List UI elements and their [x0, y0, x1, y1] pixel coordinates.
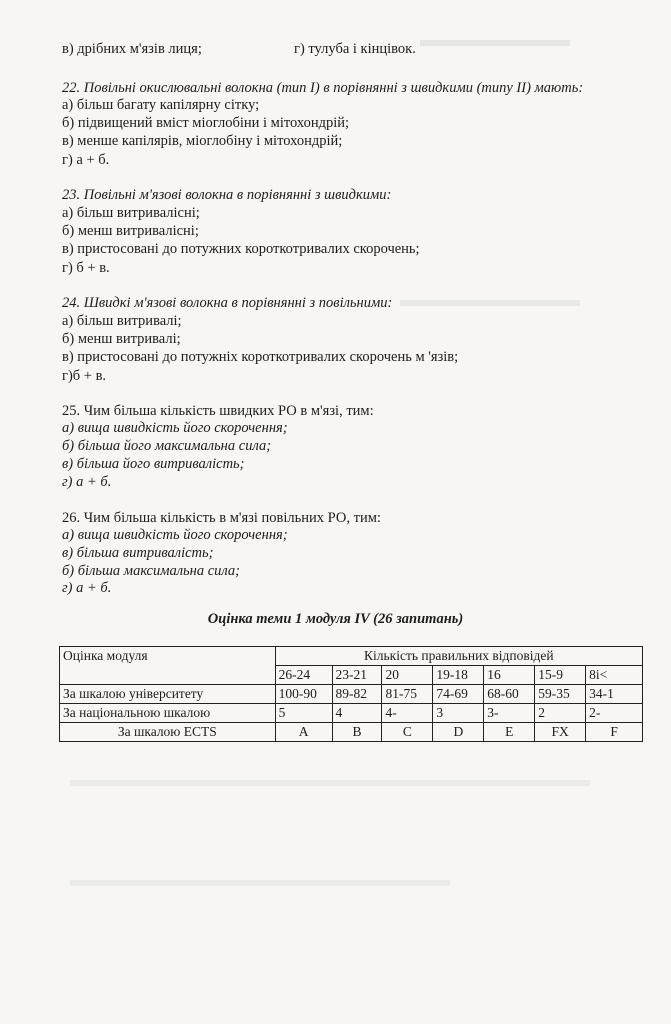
- q23-option-c: в) пристосовані до потужних короткотривалих скорочень;: [62, 241, 420, 257]
- table-title: Оцінка теми 1 модуля IV (26 запитань): [207, 611, 464, 627]
- q22-option-a: а) більш багату капілярну сітку;: [62, 97, 260, 113]
- q25-option-d: г) а + б.: [62, 474, 112, 490]
- table-cell: 68-60: [484, 685, 535, 704]
- q22-option-b: б) підвищений вміст міоглобіни і мітохондрій;: [62, 115, 350, 131]
- range-cell: 16: [484, 666, 535, 685]
- range-cell: 26-24: [275, 666, 332, 685]
- table-cell: 81-75: [382, 685, 433, 704]
- q25-option-a: а) вища швидкість його скорочення;: [62, 420, 288, 436]
- bleed-through-shading: [70, 780, 590, 786]
- table-cell: A: [275, 723, 332, 742]
- q25-option-c: в) більша його витривалість;: [62, 456, 245, 472]
- q26-option-c: б) більша максимальна сила;: [62, 563, 240, 579]
- question-23: 23. Повільні м'язові волокна в порівнянні з швидкими:: [62, 187, 392, 203]
- table-row: [60, 685, 643, 704]
- table-cell: D: [433, 723, 484, 742]
- bleed-through-shading: [400, 300, 580, 306]
- range-cell: 8i<: [586, 666, 643, 685]
- q25-option-b: б) більша його максимальна сила;: [62, 438, 272, 454]
- table-cell: 34-1: [586, 685, 643, 704]
- q24-option-c: в) пристосовані до потужніх короткотривалих скорочень м 'язів;: [62, 349, 459, 365]
- table-cell: 59-35: [535, 685, 586, 704]
- table-cell: FX: [535, 723, 586, 742]
- q24-option-d: г)б + в.: [62, 368, 107, 384]
- bleed-through-shading: [70, 880, 450, 886]
- prev-option-c: в) дрібних м'язів лиця;: [62, 41, 202, 57]
- table-row: [60, 723, 643, 742]
- table-cell: 74-69: [433, 685, 484, 704]
- grade-table: [59, 646, 643, 742]
- question-25: 25. Чим більша кількість швидких РО в м'язі, тим:: [62, 403, 374, 419]
- table-cell: B: [332, 723, 382, 742]
- q22-option-d: г) а + б.: [62, 152, 110, 168]
- prev-option-d: г) тулуба і кінцівок.: [294, 41, 416, 57]
- q26-option-d: г) а + б.: [62, 580, 112, 596]
- q22-option-c: в) менше капілярів, міоглобіну і мітохондрій;: [62, 133, 343, 149]
- row-label: За шкалою університету: [60, 685, 276, 704]
- table-cell: 3: [433, 704, 484, 723]
- row-label: За шкалою ECTS: [60, 723, 276, 742]
- range-cell: 15-9: [535, 666, 586, 685]
- q24-option-b: б) менш витривалі;: [62, 331, 181, 347]
- bleed-through-shading: [420, 40, 570, 46]
- table-corner-cell: Оцінка модуля: [60, 647, 276, 685]
- table-group-header: Кількість правильних відповідей: [275, 647, 642, 666]
- table-cell: 4-: [382, 704, 433, 723]
- question-24: 24. Швидкі м'язові волокна в порівнянні з повільними:: [62, 295, 393, 311]
- q23-option-d: г) б + в.: [62, 260, 110, 276]
- question-26: 26. Чим більша кількість в м'язі повільних РО, тим:: [62, 510, 381, 526]
- table-row: [60, 704, 643, 723]
- question-22: 22. Повільні окислювальні волокна (тип І) в порівнянні з швидкими (типу ІІ) мають:: [62, 80, 584, 96]
- table-cell: 2-: [586, 704, 643, 723]
- table-cell: 5: [275, 704, 332, 723]
- q24-option-a: а) більш витривалі;: [62, 313, 182, 329]
- range-cell: 19-18: [433, 666, 484, 685]
- table-header-row: [60, 647, 643, 666]
- range-cell: 23-21: [332, 666, 382, 685]
- table-cell: 89-82: [332, 685, 382, 704]
- table-cell: E: [484, 723, 535, 742]
- range-cell: 20: [382, 666, 433, 685]
- table-cell: F: [586, 723, 643, 742]
- q26-option-b: в) більша витривалість;: [62, 545, 214, 561]
- table-cell: 3-: [484, 704, 535, 723]
- table-cell: 4: [332, 704, 382, 723]
- q23-option-b: б) менш витривалісні;: [62, 223, 199, 239]
- q23-option-a: а) більш витривалісні;: [62, 205, 200, 221]
- table-cell: C: [382, 723, 433, 742]
- table-cell: 2: [535, 704, 586, 723]
- row-label: За національною шкалою: [60, 704, 276, 723]
- table-cell: 100-90: [275, 685, 332, 704]
- q26-option-a: а) вища швидкість його скорочення;: [62, 527, 288, 543]
